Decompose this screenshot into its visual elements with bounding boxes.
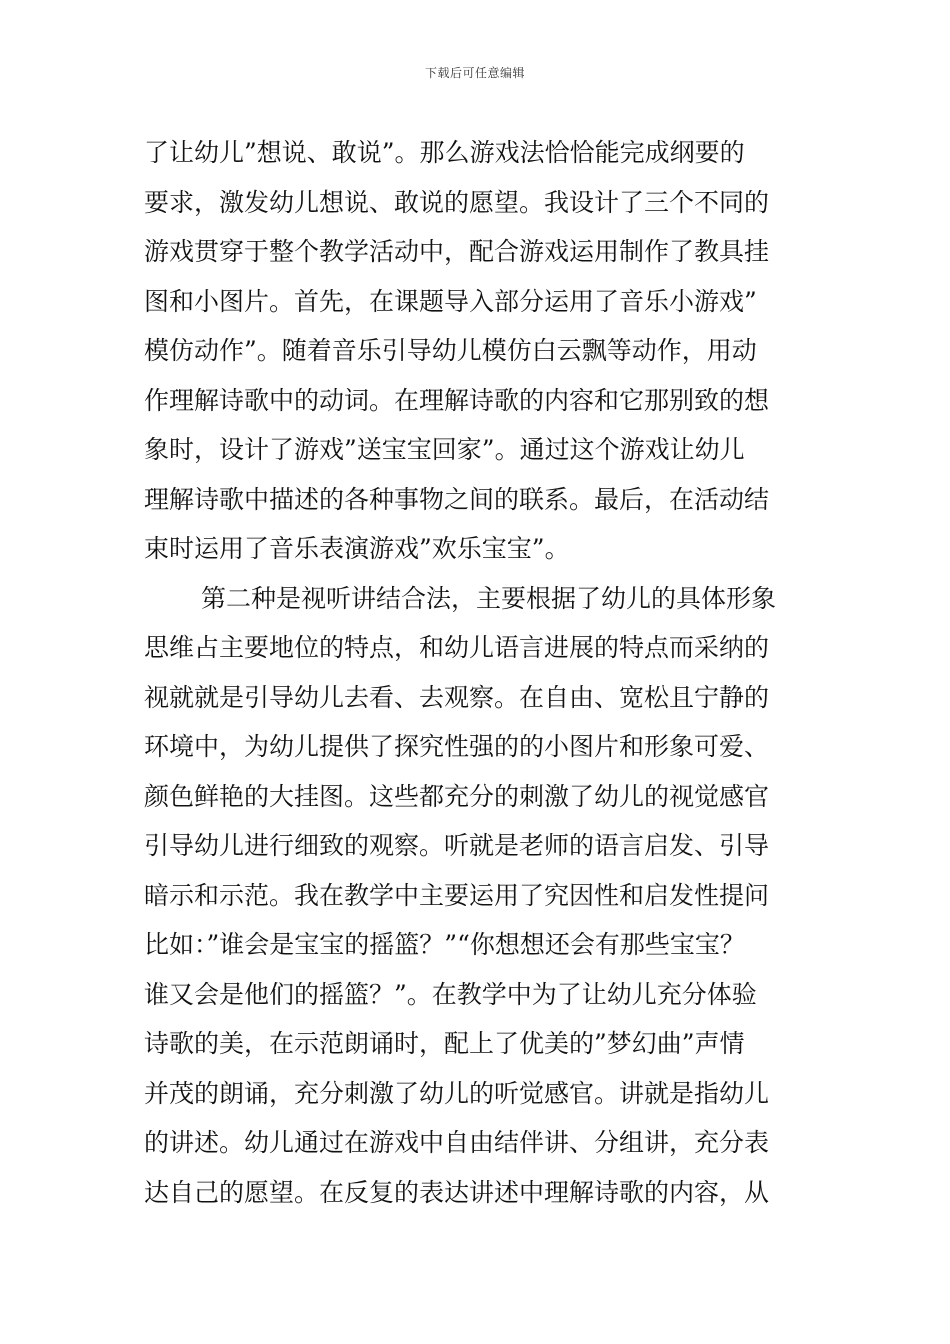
text-line: 要求，激发幼儿想说、敢说的愿望。我设计了三个不同的 xyxy=(144,187,770,217)
text-line: 图和小图片。首先，在课题导入部分运用了音乐小游戏” xyxy=(144,286,757,316)
text-line: 模仿动作”。随着音乐引导幼儿模仿白云飘等动作，用动 xyxy=(144,336,757,365)
page-header: 下载后可任意编辑 xyxy=(424,66,525,80)
text-line: 暗示和示范。我在教学中主要运用了究因性和启发性提问 xyxy=(144,880,770,910)
text-line: 作理解诗歌中的动词。在理解诗歌的内容和它那别致的想 xyxy=(144,385,770,415)
text-line: 诗歌的美，在示范朗诵时，配上了优美的”梦幻曲”声情 xyxy=(144,1029,745,1058)
text-line: 环境中，为幼儿提供了探究性强的的小图片和形象可爱、 xyxy=(144,732,770,761)
text-line: 并茂的朗诵，充分刺激了幼儿的听觉感官。讲就是指幼儿 xyxy=(144,1078,770,1108)
text-line: 象时，设计了游戏”送宝宝回家”。通过这个游戏让幼儿 xyxy=(144,435,745,464)
text-line: 游戏贯穿于整个教学活动中，配合游戏运用制作了教具挂 xyxy=(144,237,770,266)
text-line: 引导幼儿进行细致的观察。听就是老师的语言启发、引导 xyxy=(144,831,770,860)
text-line: 比如：”谁会是宝宝的摇篮？”“你想想还会有那些宝宝？ xyxy=(144,930,745,959)
text-line: 颜色鲜艳的大挂图。这些都充分的刺激了幼儿的视觉感官 xyxy=(144,781,770,811)
text-line: 束时运用了音乐表演游戏”欢乐宝宝”。 xyxy=(144,534,570,563)
document-body xyxy=(144,128,816,1217)
text-line: 达自己的愿望。在反复的表达讲述中理解诗歌的内容，从 xyxy=(144,1177,770,1207)
text-line: 视就就是引导幼儿去看、去观察。在自由、宽松且宁静的 xyxy=(144,682,770,712)
text-line: 了让幼儿”想说、敢说”。那么游戏法恰恰能完成纲要的 xyxy=(144,138,745,167)
text-line: 思维占主要地位的特点，和幼儿语言进展的特点而采纳的 xyxy=(144,633,770,662)
text-line: 的讲述。幼儿通过在游戏中自由结伴讲、分组讲，充分表 xyxy=(144,1128,770,1157)
text-line: 理解诗歌中描述的各种事物之间的联系。最后，在活动结 xyxy=(144,484,770,514)
paragraph-start-line: 第二种是视听讲结合法，主要根据了幼儿的具体形象 xyxy=(201,583,777,613)
text-line: 谁又会是他们的摇篮？”。在教学中为了让幼儿充分体验 xyxy=(144,979,757,1009)
